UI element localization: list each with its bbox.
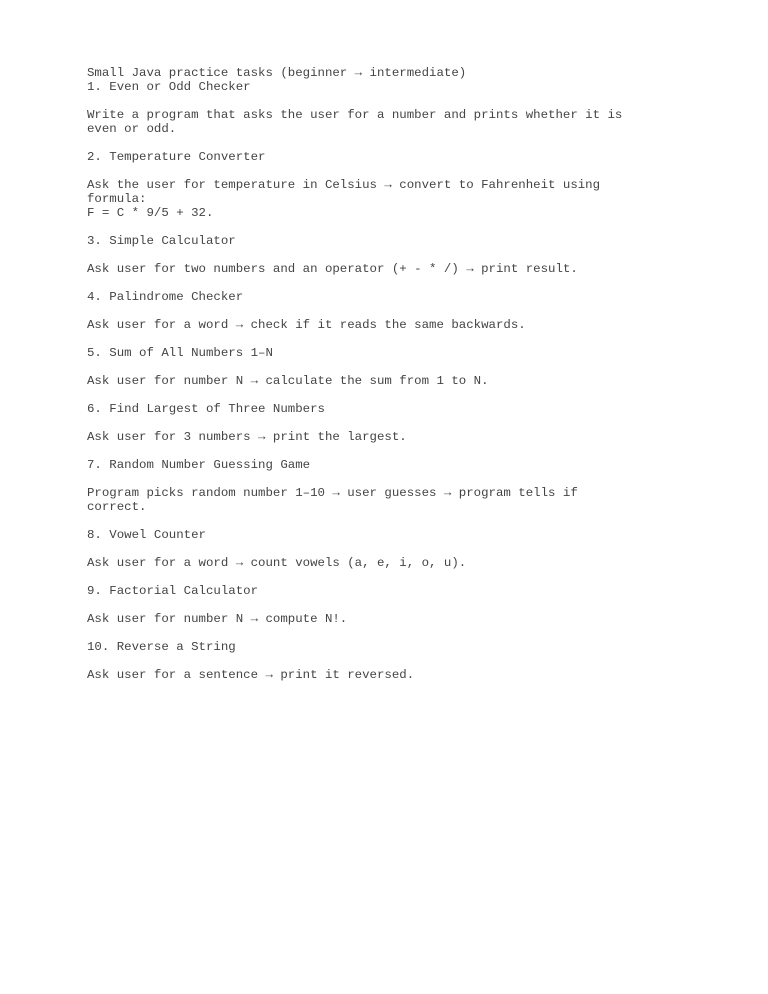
task-title: 5. Sum of All Numbers 1–N <box>87 346 273 360</box>
task-description <box>87 108 687 136</box>
document-page <box>87 66 687 682</box>
task-description-line: Program picks random number 1–10 → user guesses → program tells if <box>87 486 578 500</box>
task-description-line: formula: <box>87 192 147 206</box>
task-title: 8. Vowel Counter <box>87 528 206 542</box>
task-title: 6. Find Largest of Three Numbers <box>87 402 325 416</box>
task-title: 2. Temperature Converter <box>87 150 266 164</box>
task-5 <box>87 346 687 388</box>
task-title: 10. Reverse a String <box>87 640 236 654</box>
task-description-line: Ask user for number N → calculate the sum from 1 to N. <box>87 374 489 388</box>
task-description-line: Ask user for number N → compute N!. <box>87 612 348 626</box>
task-description-line: Ask user for a sentence → print it reversed. <box>87 668 415 682</box>
task-description-line: Ask user for two numbers and an operator (+ - * /) → print result. <box>87 262 578 276</box>
task-description-line: correct. <box>87 500 147 514</box>
task-description <box>87 430 687 444</box>
task-7 <box>87 458 687 514</box>
task-title: 4. Palindrome Checker <box>87 290 244 304</box>
task-8 <box>87 528 687 570</box>
task-9 <box>87 584 687 626</box>
task-description-line: Ask user for a word → count vowels (a, e, i, o, u). <box>87 556 467 570</box>
task-title: 1. Even or Odd Checker <box>87 80 251 94</box>
task-2 <box>87 150 687 220</box>
task-description <box>87 668 687 682</box>
task-title: 3. Simple Calculator <box>87 234 236 248</box>
task-description <box>87 318 687 332</box>
task-description <box>87 262 687 276</box>
task-title: 9. Factorial Calculator <box>87 584 259 598</box>
task-description-line: Ask user for a word → check if it reads the same backwards. <box>87 318 526 332</box>
task-description-line: F = C * 9/5 + 32. <box>87 206 214 220</box>
task-3 <box>87 234 687 276</box>
task-4 <box>87 290 687 332</box>
task-6 <box>87 402 687 444</box>
task-description-line: even or odd. <box>87 122 177 136</box>
task-description <box>87 556 687 570</box>
task-description <box>87 374 687 388</box>
task-description-line: Ask the user for temperature in Celsius → convert to Fahrenheit using <box>87 178 601 192</box>
task-10 <box>87 640 687 682</box>
document-heading: Small Java practice tasks (beginner → intermediate) <box>87 66 467 80</box>
task-description <box>87 486 687 514</box>
task-title: 7. Random Number Guessing Game <box>87 458 311 472</box>
task-description-line: Ask user for 3 numbers → print the largest. <box>87 430 407 444</box>
task-description-line: Write a program that asks the user for a number and prints whether it is <box>87 108 623 122</box>
task-1 <box>87 80 687 136</box>
task-description <box>87 178 687 220</box>
task-description <box>87 612 687 626</box>
